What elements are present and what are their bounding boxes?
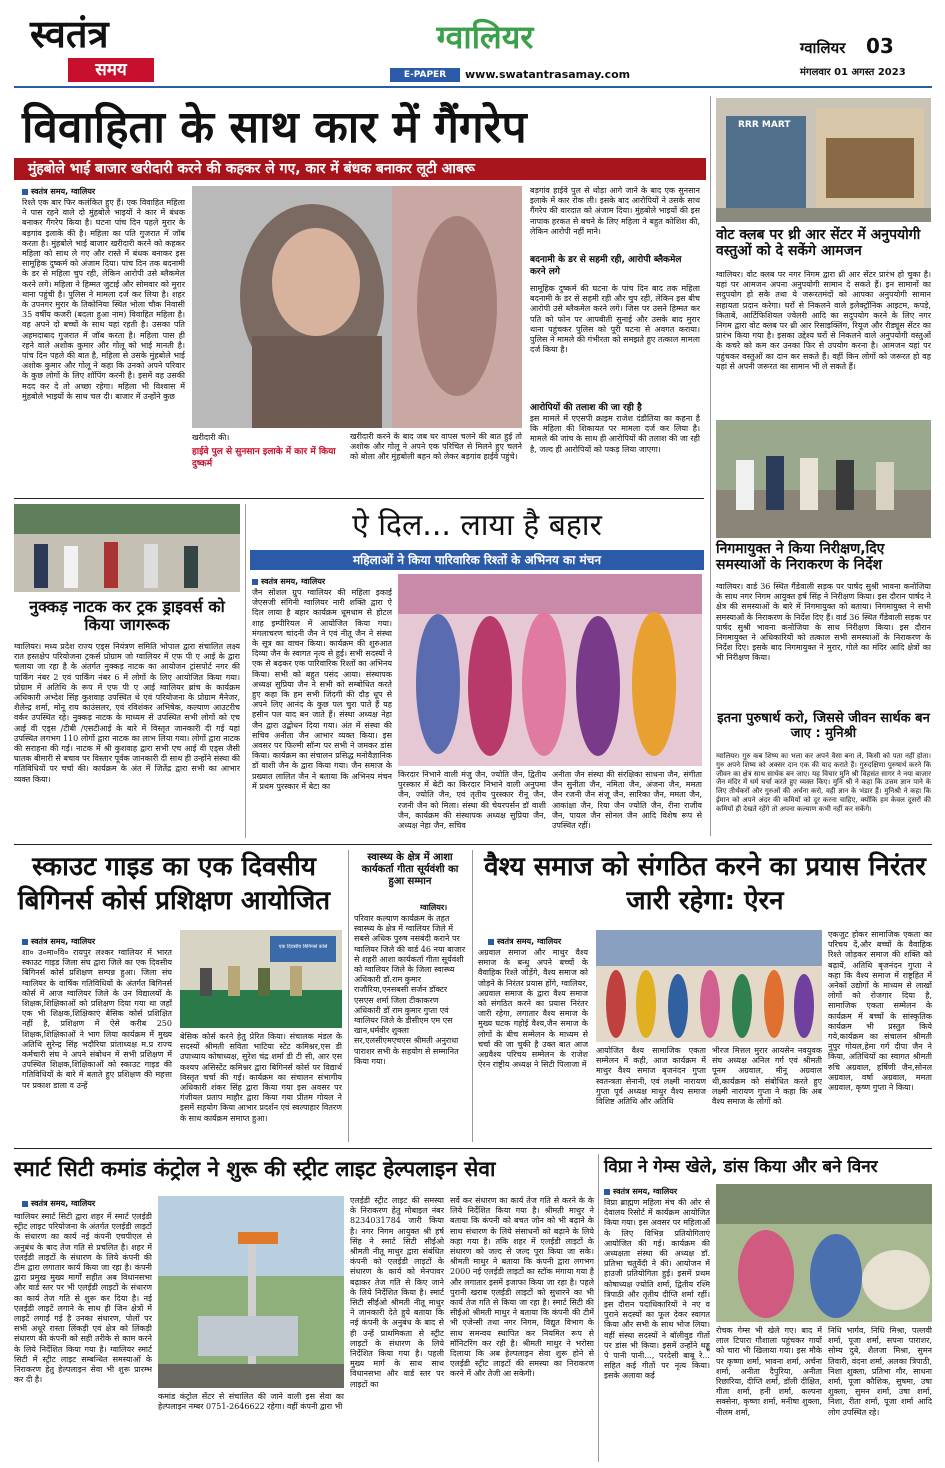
divider-right: [710, 96, 711, 836]
lead-col2-bottom: खरीदारी करने के बाद जब घर वापस चलने की बात हुई तो अशोक और गोलू ने अपने एक परिचित से मिलने हुए चलने को बोला और मुंहबोली बहन को लेकर बड़गांव हाईवे पहुंचे।: [350, 432, 522, 462]
inspection-headline: निगमायुक्त ने किया निरीक्षण,दिए समस्याओं के निराकरण के निर्देश: [716, 541, 885, 573]
scout-headline: स्काउट गाइड का एक दिवसीय बिगिनर्स कोर्स प्रशिक्षण आयोजित: [17, 852, 331, 916]
bahaar-col1: जैन सोशल ग्रुप ग्वालियर की महिला इकाई जेएसजी संगिनी ग्वालियर नारी शक्ति द्वारा ऐ दिल लाया है बहार कार्यक्रम धूमधाम से होटल शाह इम्पीरियल में आयोजित किया गया। मंगलाचरण चांदनी जैन ने एवं नीतू जैन ने संस्था के सूत्र का वाचन किया। कार्यक्रम की शुरुआत दिव्या जैन के स्वागत नृत्य से हुई। सभी सदस्यों ने एक से बढ़कर एक पारिवारिक रिश्तों का अभिनय किया। सभी को बहुत पसंद आया। संस्थापक अध्यक्ष सुप्रिया जैन ने सभी को सम्बोधित करते हुए कहा कि हम सभी जिंदगी की दौड़ धूप से अपने लिए आनंद के कुछ पल चुरा पाते हैं यह हसीन पल याद बन जाते हैं। संस्था अध्यक्ष नेहा जैन द्वारा उद्बोधन दिया गया। अंत में संस्था की सचिव अनीता जैन आभार व्यक्त किया। इस अवसर पर फिल्मी सॉन्ग पर सभी ने जमकर डांस किया। कार्यक्रम का संचालन प्रसिद्ध मनोवैज्ञानिक डॉ वाशी जैन के द्वारा किया गया। जैन समाज के प्रख्यात लालित जैन ने बताया कि अभिनय मंचन में प्रथम पुरस्कार में बेटा का: [252, 588, 392, 791]
vaishya-photo: [596, 930, 822, 1042]
muni-headline: इतना पुरुषार्थ करो, जिससे जीवन सार्थक बन जाए : मुनिश्री: [717, 711, 930, 741]
health-body: परिवार कल्याण कार्यक्रम के तहत स्वास्थ्य के क्षेत्र में ग्वालियर जिले में सबसे अधिक पुरुष नसबंदी कराने पर ग्वालियर जिले की वार्ड 46 नया बाजार से शहरी आशा कार्यकर्ता गीता सूर्यवंशी को ग्वालियर जिले के जिला स्वास्थ्य अधिकारी डॉ.राम कुमार राजौरिया,एनसबसी सर्जन डॉक्टर एसएस शर्मा जिला टीकाकरण अधिकारी डॉ राम कुमार गुप्ता एवं ग्वालियर जिले के डीसीएम एम एस खान,धर्मवीर शुक्ला सर,एलसीएमएचएस श्रीमती अनुराधा पाराशर सभी के सहयोग से सम्मानित किया गया।: [354, 914, 466, 1066]
vipra-col3: निधि भार्गव, निधि मिश्रा, पल्लवी शर्मा, पूजा शर्मा, सपना पाराशर, सोम्य दुबे, शैलजा मिश्रा, सुमन तिवारी, वंदना शर्मा, अलका त्रिपाठी, निशा शुक्ला, प्रतिभा गौर, साधना शर्मा, पूजा कौशिक, सुषमा, उषा शुक्ला, सुमन शर्मा, उषा शर्मा, निशा, रीता शर्मा, पूजा शर्मा आदि लोग उपस्थित रहे।: [828, 1326, 932, 1417]
rrr-headline: वोट क्लब पर थ्री आर सेंटर में अनुपयोगी वस्तुओं को दे सकेंगे आमजन: [716, 227, 921, 259]
city-title: ग्वालियर: [436, 18, 534, 56]
rrr-sign: RRR MART: [738, 120, 791, 130]
divider-health-right: [472, 850, 473, 1142]
lead-sub-b: आरोपियों की तलाश की जा रही है: [530, 403, 642, 413]
smart-headline: स्मार्ट सिटी कमांड कंट्रोल ने शुरू की स्ट्रीट लाइट हेल्पलाइन सेवा: [14, 1157, 496, 1181]
lead-headline: विवाहिता के साथ कार में गैंगरेप: [22, 102, 527, 153]
smart-photo: [158, 1196, 344, 1388]
lead-col3-a: बड़गांव हाईवे पुल से थोड़ा आगे जाने के बाद एक सुनसान इलाके में कार रोक ली। इसके बाद आरोपियों ने उसके साथ गैंगरेप की वारदात को अंजाम दिया। मुंहबोले भाइयों की इस नापाक हरकत से बचने के लिए महिला ने बहुत कोशिश की, लेकिन आरोपी नहीं माने।: [530, 186, 700, 236]
bahaar-photo: [398, 574, 702, 766]
scout-col1: शा० उ०मा०वि० रायपुर लश्कर ग्वालियर में भारत स्काउट गाइड जिला संघ द्वारा जिले का एक दिवसीय बिगिनर्स कोर्स प्रशिक्षण सम्पन्न हुआ। जिला संघ ग्वालियर के वार्षिक गतिविधियों के अंतर्गत बिगिनर्स कोर्स में आज ग्वालियर जिले के उन विद्यालयों के शिक्षक,शिक्षिकाओं को प्रशिक्षण दिया गया था जहाँ एक भी शिक्षक,शिक्षिकाएं बेसिक कोर्स प्रशिक्षित नहीं है, प्रशिक्षण में ऐसे करीब 250 शिक्षक,शिक्षिकाओं ने भाग लिया कार्यक्रम में मुख्य अतिथि सुरेन्द्र सिंह भदौरिया प्रांताध्यक्ष म.प्र राज्य कर्मचारी संघ ने अपने संबोधन में सभी प्रशिक्षण में उपस्थित शिक्षक,शिक्षिकाओं को स्काउट गाइड की गतिविधियों के बारे में बताते हुए प्रशिक्षण की महत्ता पर प्रकाश डाला व उन्हें: [22, 948, 172, 1090]
page-number: 03: [866, 34, 894, 58]
smart-byline: स्वतंत्र समय, ग्वालियर: [22, 1198, 95, 1209]
vaishya-col-right: एकजुट होकर सामाजिक एकता का परिचय दें,और बच्चों के वैवाहिक रिश्ते जोड़कर समाज की शक्ति को बढ़ायें, अतिथि बृजनंदन गुप्ता ने कहा कि वैश्य समाज में राष्ट्रहित में अनेकों उद्योगों के माध्यम से लाखों लोगों को रोजगार दिया है, सामाजिक एकता सम्मेलन के कार्यक्रम में बच्चों के सांस्कृतिक कार्यक्रम भी प्रस्तुत किये गये,कार्यक्रम का संचालन श्रीमती नुपुर गोयल,हेमा गर्ग दीपा जैन ने किया, अतिथियों का स्वागत श्रीमती रुचि अग्रवाल, हर्षिणी जैन,सोनल अग्रवाल, वर्षा अग्रवाल, ममता अग्रवाल, कृष्ण गुप्ता ने किया।: [828, 930, 932, 1093]
vipra-photo: [716, 1184, 932, 1322]
smart-caption: कमांड कंट्रोल सेंटर से संचालित की जाने वाली इस सेवा का हेल्पलाइन नम्बर 0751-2646622 रहेगा। वहीं कंपनी द्वारा भी: [158, 1392, 344, 1412]
scout-col2: बेसिक कोर्स करने हेतु प्रेरित किया। संचालक मंडल के सदस्यों श्रीमती सविता भाटिया स्टेट कमिश्नर,एस डी उपाध्याय कोषाध्यक्ष, सुरेश चंद्र शर्मा डी टी सी, आर एस कश्यप असिस्टेंट कमिश्नर द्वारा बिगिनर्स कोर्स पर विद्यार्थ विस्तृत चर्चा की गई। कार्यक्रम का संचालन संभागीय अधिकारी शंकर सिंह द्वारा किया गया इस अवसर पर गंजीयल प्रताप माहौर द्वारा किया गया प्रीतम गोयल ने इसमें सहयोग किया आभार प्रदर्शन एवं स्वल्पाहार वितरण के साथ कार्यक्रम समाप्त हुआ।: [180, 1032, 342, 1123]
scout-banner: एक दिवसीय बिगिनर्स कोर्स: [278, 944, 328, 950]
lead-sub-a: बदनामी के डर से सहमी रही, आरोपी ब्लैकमेल करने लगे: [530, 255, 682, 277]
lead-subhead: मुंहबोले भाई बाजार खरीदारी करने की कहकर ले गए, कार में बंधक बनाकर लूटी आबरू: [28, 161, 475, 177]
bahaar-headline: ऐ दिल... लाया है बहार: [352, 508, 602, 543]
divider-health-left: [348, 850, 349, 1142]
vipra-col2: रोचक गेम्स भी खेले गए। बाद में लाल टिपारा गौशाला पहुंचकर गायों को चारा भी खिलाया गया। इस मौके पर कृष्णा शर्मा, भावना शर्मा, अर्चना शर्मा, अनीता दैपुरिया, अनीता रिछारिया, दीप्ति शर्मा, डॉली दीक्षित, गीता शर्मा, हनी शर्मा, कल्पना सक्सेना, कृष्णा शर्मा, मनीषा शुक्ला, नीलम शर्मा,: [716, 1326, 822, 1417]
smart-col2: एलईडी स्ट्रीट लाइट की समस्या के निराकरण हेतु मोबाइल नंबर 8234031784 जारी किया है। नगर निगम आयुक्त श्री हर्ष सिंह ने स्मार्ट सिटी सीईओ श्रीमती नीतू माथुर द्वारा संबंधित कंपनी को एलईडी लाइटों के संधारण के कार्य को मेनपावर बढ़ाकर तेज गति से किए जाने के लिये निर्देशित किया है। स्मार्ट सिटी सीईओ श्रीमती नीतू माथुर ने जानकारी देते हुये बताया कि नई कंपनी के अनुबंध के बाद से ही उन्हें प्राथमिकता से स्ट्रीट लाइटों के संधारण के लिये निर्देशित किया गया है। पहली मुख्य मार्ग के साथ साथ विधानसभा और वार्ड स्तर पर लाइटों का: [350, 1196, 444, 1389]
drama-headline: नुक्कड़ नाटक कर ट्रक ड्राइवर्स को किया जागरूक: [29, 597, 225, 634]
logo-bottom: समय: [68, 58, 154, 82]
lead-col1: रिश्ते एक बार फिर कलंकित हुए हैं। एक विवाहित महिला ने पास रहने वाले दो मुंहबोले भाइयों ने कार में बंधक बनाकर गैंगरेप किया है। घटना पांच दिन पहले मुरार के बड़गांव इलाके की है। महिला का पति गुजरात में जॉब करता है। मुंहबोले भाई बाजार खरीदारी करने को कहकर महिला को साथ ले गए और रास्ते में बंधक बनाकर इस सामूहिक दुष्कर्म को अंजाम दिया। पांच दिन तक बदनामी के डर से महिला चुप रही, लेकिन आरोपी उसे ब्लैकमेल करने लगे। महिला ने हिम्मत जुटाई और सोमवार को मुरार थाना पहुंची है। पुलिस ने मामला दर्ज कर लिया है। शहर के उपनगर मुरार के तिकोनिया स्थित भोला चौक निवासी 35 वर्षीय कजरी (बदला हुआ नाम) विवाहित महिला है। वह अपने दो बच्चों के साथ यहां रहती है। उसका पति अहमदाबाद गुजरात में जॉब करता है। महिला पास ही रहने वाले अशोक कुमार और गोलू को भाई मानती है। पांच दिन पहले की बात है, महिला से उसके मुंहबोले भाई अशोक कुमार और गोलू ने कहा कि उनको अपने परिवार के कुछ लोगों के लिए शॉपिंग करनी है। इसमें वह उसकी मदद कर दे तो अच्छा रहेगा। महिला भी विश्वास में मुंहबोले भाइयों के साथ चल दी। बाजार में उन्होंने कुछ: [22, 198, 185, 401]
muni-body: ग्वालियर। गुरु कब शिष्य का भला कर अपने वैसा बना ले, किसी को पता नहीं होता। गुरु अपने शिष्य को अक्सर दान एक की याद कराते हैं। गुरुदक्षिणा पुरुषार्थ करने कि जीवन का क्षेत्र साथ सार्थक बन जाए। यह विचार मुनि श्री विहसंत सागर ने नया बाजार जैन मंदिर में धर्म चर्चा करते हुए व्यक्त किए। मुनि श्री ने कहा कि उत्तम ज्ञान पाने के लिए तीर्थंकरों और गुरुओं की अर्चना करो, वही ज्ञान के भंडार हैं। मुनिश्री ने कहा कि ईमान को अपने अंदर की कमियों को दूर करना चाहिए, क्योंकि हम केवल दूसरों की कमियों ही देखते रहेंगे तो अपना कल्याण कभी नहीं कर सकेंगे।: [716, 752, 931, 813]
rrr-photo: [716, 98, 931, 222]
vaishya-col3: भीरज मित्तल मुरार आयसेन नवयुवक संघ अध्यक्ष अनिल गर्ग एवं श्रीमती पूनम अग्रवाल, मीनू अग्रवाल थी,कार्यक्रम को संबोधित करते हुए लक्ष्मी नारायण गुप्ता ने कहा कि अब वैश्य समाज के लोगों को: [712, 1046, 822, 1107]
rrr-body: ग्वालियर। वोट क्लब पर नगर निगम द्वारा थ्री आर सेंटर प्रारंभ हो चुका है। यहां पर आमजन अपना अनुपयोगी सामान दे सकते हैं। इन सामानों का सदुपयोग हो सके तथा ये जरूरतमंदों को आपका अनुपयोगी सामान सहायता प्रदान करेगा। घरों से निकलने वाले इलेक्ट्रॉनिक आइटम, कपड़े, किताबें, आर्टिफिशियल ज्वेलरी आदि का सदुपयोग करने के लिए नगर निगम द्वारा वोट क्लब पर थ्री आर रिसाइक्लिंग, रियूज और रीड्यूस सेंटर का प्रारंभ किया गया है। इसका उद्देश्य घरों से निकलने वाले अनुपयोगी वस्तुओं के कचरे को कम कर उनका फिर से उपयोग करना है। आमजन यहां पर पहुंचकर वस्तुओं का दान कर सकते हैं। वहीं किन लोगों को जरूरत हो वह यहां से अपनी जरूरत का सामान भी ले सकते हैं।: [716, 270, 931, 371]
rule-row4: [14, 1148, 932, 1149]
inspection-body: ग्वालियर। वार्ड 36 स्थित गैंडेवाली सड़क पर पार्षद सुश्री भावना कनोजिया के साथ नगर निगम आयुक्त हर्ष सिंह ने निरीक्षण किया। इस दौरान पार्षद ने क्षेत्र की समस्याओं के बारे में निगमायुक्त को बताया। निगमायुक्त ने सभी समस्याओं के निराकरण के निर्देश दिए हैं। वार्ड 36 स्थित गैंडेवाली सड़क पर पार्षद सुश्री भावना कनोजिया के साथ निरीक्षण किया। इस दौरान निगमायुक्त ने अधिकारियों को तत्काल सभी समस्याओं के निराकरण के निर्देश दिए। इसके बाद निगमायुक्त ने मुरार, गोले का मंदिर आदि क्षेत्रों का भी निरीक्षण किया।: [716, 582, 931, 663]
inspection-photo: [716, 420, 931, 538]
vaishya-byline: स्वतंत्र समय, ग्वालियर: [488, 936, 561, 947]
rule-mid: [14, 498, 704, 499]
vipra-col1: विप्रा ब्राह्मण महिला मंच की ओर से देवालय रिसोर्ट में कार्यक्रम आयोजित किया गया। इस अवसर पर महिलाओं के लिए विभिन्न प्रतियोगिताएं आयोजित की गई। कार्यक्रम की अध्यक्षता संस्था की अध्यक्ष डॉ. प्रतिभा चतुर्वेदी ने की। आयोजन में हाउजी प्रतियोगिता हुई। इसमें प्रथम कोषाध्यक्ष ज्योति शर्मा, द्वितीय रश्मि त्रिपाठी और तृतीय दीप्ति शर्मा रहीं। इस दौरान पदाधिकारियों ने नए व पुराने सदस्यों का फूल देकर स्वागत किया और सभी के साथ भोज लिया। वहीं संस्था सदस्यों ने बॉलीवुड गीतों पर डांस भी किया। इसमें उन्होंने थड्ढू पे पानी पानी..., परदेसी बाबू रे... सहित कई गीतों पर नृत्य किया। इसके अलावा कई: [604, 1198, 710, 1381]
health-dateline: ग्वालियर।: [420, 902, 448, 912]
vipra-headline: विप्रा ने गेम्स खेले, डांस किया और बने विनर: [604, 1157, 878, 1177]
divider-drama: [245, 504, 246, 838]
bahaar-subhead: महिलाओं ने किया पारिवारिक रिश्तों के अभिनय का मंचन: [353, 553, 601, 567]
drama-body: ग्वालियर। मध्य प्रदेश राज्य एड्स नियंत्रण समिति भोपाल द्वारा संचालित लक्ष्य रात हस्तक्षेप परियोजना ट्रकर्स प्रोग्राम जो ग्वालियर में एफ पी ए आई के द्वारा चलाया जा रहा है के अंतर्गत नुक्कड़ नाटक का आयोजन ट्रांसपोर्ट नगर की पार्किंग नंबर 2 एवं पार्किंग नंबर 6 में लोगों के लिए आयोजित किया गया। प्रोग्राम में अतिथि के रूप में एफ पी ए आई ग्वालियर ब्रांच के कार्यक्रम अधिकारी अभ्देश सिंह कुशवाह उपस्थित थे एवं परियोजना के प्रोग्राम मैनेजर, शैलेन्द्र शर्मा, मोनू राय काउंसलर, एवं रविशंकर अभिषेक, कल्याण आउटरीच वर्कर उपस्थित रहे। नुक्कड़ नाटक के माध्यम से उपस्थित सभी लोगों को एच आई वी एड्स /टीबी /एसटीआई के बारे में विस्तृत जानकारी दी गई यहां उपस्थित लगभग 110 लोगों द्वारा नाटक का लाभ लिया गया। लोगों द्वारा नाटक की सराहना की गई। नाटक में श्री कुशवाह द्वारा सभी एच आई वी एड्स जैसी घातक बीमारी से बचाव पर विस्तार पूर्वक जानकारी दी साथ ही उन्होंने संस्था की गतिविधियों पर चर्चा की। कार्यक्रम के अंत में जितेंद्र द्वारा सभी का आभार व्यक्त किया।: [14, 642, 240, 784]
vaishya-col2: आयोजित वैश्य सामाजिक एकता सम्मेलन में कही, आज कार्यक्रम में माथुर वैश्य समाज बृजनंदन गुप्ता स्वतन्त्रता सेनानी, एवं लक्ष्मी नारायण गुप्ता पूर्व अध्यक्ष माथुर वैश्य समाज विशिष्ट अतिथि और अतिथि: [596, 1046, 706, 1107]
lead-subhead-band: [14, 158, 706, 180]
logo: [30, 11, 160, 84]
page-city: ग्वालियर: [800, 39, 846, 57]
bahaar-byline: स्वतंत्र समय, ग्वालियर: [252, 576, 325, 587]
lead-col3-c: इस मामले में एएसपी क्राइम राजेश दंडौतिया का कहना है कि महिला की शिकायत पर मामला दर्ज कर लिया है। मामले की जांच के साथ ही आरोपियों की तलाश की जा रही है, जल्द ही आरोपियों को पकड़ लिया जाएगा।: [530, 414, 700, 454]
masthead: [0, 0, 945, 90]
website[interactable]: www.swatantrasamay.com: [465, 68, 631, 81]
vaishya-col1: अग्रवाल समाज और माथुर वैश्य समाज के बन्धु अपने बच्चों के वैवाहिक रिश्ते जोड़ेंगे, वैश्य समाज को जोड़ने के निरंतर प्रयास होंगे, ग्वालियर, अग्रवाल समाज के द्वारा वैश्य समाज को संगठित करने का प्रयास निरंतर जारी रहेगा, लगातार वैश्य समाज के मुख्य घटक गहोई वैश्य,जैन समाज के लोगों के बीच सम्मेलन के माध्यम से चर्चा की जा चुकी है उक्त बात आज अग्रवैश्य परिचय सम्मेलन के राजेश ऐरन राष्ट्रीय अध्यक्ष ने सिटी पिलाजा में: [478, 948, 588, 1070]
drama-photo: [14, 504, 240, 592]
scout-photo: [180, 930, 342, 1028]
lead-caption-1: खरीदारी की।: [192, 433, 230, 442]
bahaar-col2: किरदार निभाने वाली मंजु जैन, ज्योति जैन, द्वितीय पुरस्कार में बेटी का किरदार निभाने वाली अनुपमा जैन, ज्योति जैन, एवं तृतीय पुरस्कार रीनू जैन, रजनी जैन को मिला। संस्था की चेयरपर्सन डॉ वाशी जैन, कार्यक्रम की संस्थापक अध्यक्ष सुप्रिया जैन, अध्यक्ष नेहा जैन, सचिव: [398, 770, 546, 831]
bahaar-subhead-band: [250, 550, 704, 570]
lead-photo: [192, 186, 522, 428]
lead-caption-2: हाईवे पुल से सुनसान इलाके में कार में किया दुष्कर्म: [192, 447, 336, 469]
issue-date: मंगलवार 01 अगस्त 2023: [800, 67, 906, 78]
smart-col1: ग्वालियर स्मार्ट सिटी द्वारा शहर में स्मार्ट एलईडी स्ट्रीट लाइट परियोजना के अंतर्गत एलईडी लाइटों के संधारण का कार्य नई कंपनी एचपीएल से अनुबंध के बाद तेज गति से प्रचलित है। शहर में एलईडी लाइटों के संधारण के लिये कंपनी की टीम द्वारा लगातार कार्य किया जा रहा है। कंपनी द्वारा प्रमुख मुख्य मार्गों सहीत अब विधानसभा और वार्ड स्तर पर भी एलईडी लाइटों के संधारण का कार्य तेज गति से शुरू कर दिया है। नई एलईडी लाइटें लगाने के साथ ही जिन क्षेत्रों में लाइटें लगाई गई है उनका संधारण, पोलों पर सभी अधूरे रास्ता लिंकड़ी एवं क्षेत्र को लिंकड़ी संधारण की कंपनी को सही तरीके से काम करने के लिये निर्देशित किया गया है। ग्वालियर स्मार्ट सिटी में स्ट्रीट लाइट सम्बन्धित समस्याओं के निराकरण हेतु हेल्पलाइन सेवा भी शुरू प्रारम्भ कर दी है।: [14, 1212, 152, 1385]
bahaar-col3: अनीता जैन संस्था की संरक्षिका साधना जैन, संगीता जैन सुनीता जैन, नमिता जैन, अंजना जैन, ममता जैन रजनी जैन संजू जैन, सारिका जैन, ममता जैन, आकांक्षा जैन, रिया जैन ज्योति जैन, रीना राजीव जैन, पायल जैन सोनल जैन आदि विशेष रूप से उपस्थित रहीं।: [552, 770, 702, 831]
health-headline: स्वास्थ्य के क्षेत्र में आशा कार्यकर्ता गीता सूर्यवंशी का हुआ सम्मान: [361, 852, 459, 887]
lead-byline: स्वतंत्र समय, ग्वालियर: [22, 186, 95, 197]
scout-byline: स्वतंत्र समय, ग्वालियर: [22, 936, 95, 947]
rule-row3: [14, 844, 932, 845]
epaper-label: E-PAPER: [390, 68, 460, 82]
vaishya-headline: वैश्य समाज को संगठित करने का प्रयास निरंतर जारी रहेगा: ऐरन: [484, 852, 926, 916]
divider-vipra: [598, 1154, 599, 1462]
smart-col3: सर्वे कर संधारण का कार्य तेज गति से करने के के लिये निर्देशित किया गया है। श्रीमती माथुर ने बताया कि कंपनी को बचत जोन को भी बढ़ाने के साथ संधारण के लिये संसाधनों को बढ़ाने के लिये कहा गया है। तकि शहर में एलईडी लाइटों के संधारण को जल्द से जल्द पूरा किया जा सके। श्रीमती माथुर ने बताया कि कंपनी द्वारा लगभग 2000 नई एलईडी लाइटों का स्टॉक मंगाया गया है और लगातार इसमें इजाफा किया जा रहा है। पहले पुरानी खराब एलईडी लाइटों को सुधारने का भी कार्य तेज गति से किया जा रहा है। स्मार्ट सिटी की सीईओ श्रीमती माथुर ने बताया कि कंपनी की टीमें भी एजेन्सी तथा नगर निगम, विद्युत विभाग के साथ समन्वय स्थापित कर नियमित रूप से मॉनिटरिंग कर रही है। श्रीमती माथुर ने भरोसा दिलाया कि अब हेल्पलाइन सेवा शुरू होने से एलईडी स्ट्रीट लाइटों की समस्या का निराकरण करने में और तेजी आ सकेगी।: [450, 1196, 594, 1379]
lead-col3-b: सामूहिक दुष्कर्म की घटना के पांच दिन बाद तक महिला बदनामी के डर से सहमी रही और चुप रही, लेकिन इस बीच आरोपी उसे ब्लैकमेल करने लगे। जिस पर उसने हिम्मत कर पति को फोन पर आपबीती सुनाई और उसके बाद मुरार थाना पहुंचकर पुलिस को पूरी घटना से अवगत कराया। पुलिस ने मामले की गंभीरता को समझते हुए तत्काल मामला दर्ज किया है।: [530, 284, 700, 355]
masthead-rule: [14, 86, 932, 88]
logo-top: स्वतंत्र: [30, 11, 109, 56]
vipra-byline: स्वतंत्र समय, ग्वालियर: [604, 1186, 677, 1197]
